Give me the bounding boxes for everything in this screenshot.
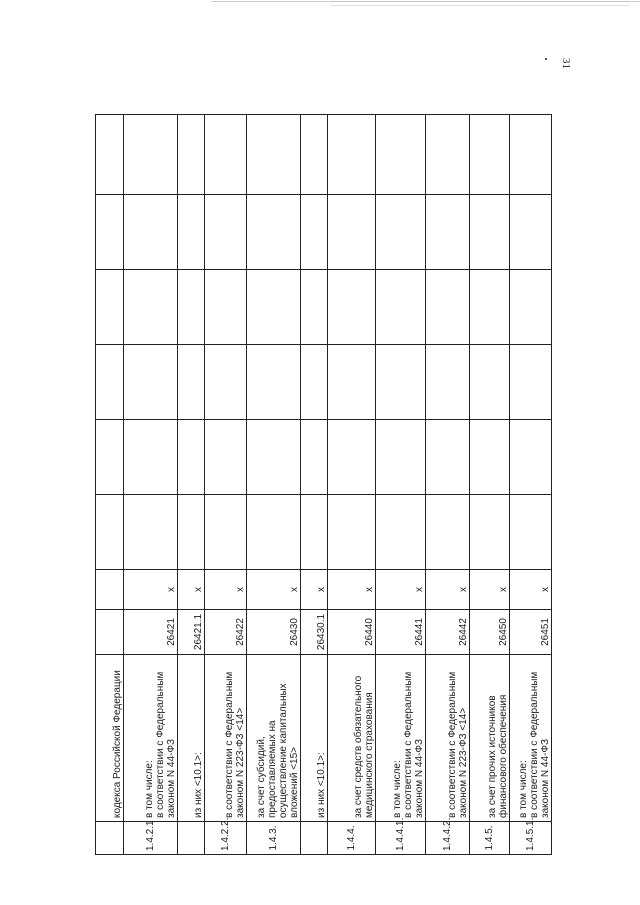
row-name: из них <10.1>: — [178, 655, 205, 822]
row-line-code: 26422 — [205, 610, 247, 655]
page-number: 31 — [560, 58, 572, 69]
table-row — [470, 115, 510, 855]
row-code: 1.4.4.2. — [426, 822, 470, 855]
empty-cell — [301, 495, 328, 570]
table-row — [376, 115, 426, 855]
row-name: из них <10.1>: — [301, 655, 328, 822]
empty-cell — [124, 195, 178, 270]
row-line-code: 26430.1 — [301, 610, 328, 655]
table-row — [426, 115, 470, 855]
row-code: 1.4.5.1. — [510, 822, 552, 855]
empty-cell — [328, 195, 376, 270]
empty-cell — [124, 495, 178, 570]
table-row — [510, 115, 552, 855]
empty-cell — [470, 495, 510, 570]
table-row — [124, 115, 178, 855]
table-row — [301, 115, 328, 855]
empty-cell — [510, 195, 552, 270]
row-mark: x — [301, 570, 328, 610]
empty-cell — [426, 115, 470, 195]
row-name: за счет прочих источников финансового обеспечения — [470, 655, 510, 822]
empty-cell — [470, 270, 510, 345]
empty-cell — [376, 195, 426, 270]
empty-cell — [178, 345, 205, 420]
empty-cell — [205, 270, 247, 345]
top-rule — [212, 1, 640, 2]
empty-cell — [247, 345, 301, 420]
empty-cell — [178, 495, 205, 570]
row-code: 1.4.2.2. — [205, 822, 247, 855]
row-line-code: 26421 — [124, 610, 178, 655]
empty-cell — [510, 495, 552, 570]
row-name: за счет субсидий, предоставляемых на осуществление капитальных вложений <15> — [247, 655, 301, 822]
empty-cell — [426, 195, 470, 270]
empty-cell — [328, 495, 376, 570]
row-mark: x — [470, 570, 510, 610]
row-line-code — [96, 610, 124, 655]
row-code — [301, 822, 328, 855]
empty-cell — [247, 270, 301, 345]
empty-cell — [247, 195, 301, 270]
row-line-code: 26442 — [426, 610, 470, 655]
empty-cell — [301, 195, 328, 270]
empty-cell — [178, 270, 205, 345]
row-name: в том числе: в соответствии с Федеральным законом N 44-ФЗ — [376, 655, 426, 822]
empty-cell — [247, 420, 301, 495]
row-code: 1.4.2.1 — [124, 822, 178, 855]
empty-cell — [376, 345, 426, 420]
row-line-code: 26421.1 — [178, 610, 205, 655]
empty-cell — [205, 195, 247, 270]
row-code: 1.4.4.1. — [376, 822, 426, 855]
empty-cell — [470, 115, 510, 195]
row-name: в соответствии с Федеральным законом N 223-ФЗ <14> — [205, 655, 247, 822]
empty-cell — [301, 345, 328, 420]
row-name: в том числе: в соответствии с Федеральным законом N 44-ФЗ — [124, 655, 178, 822]
row-code: 1.4.5. — [470, 822, 510, 855]
empty-cell — [328, 270, 376, 345]
table-row — [178, 115, 205, 855]
empty-cell — [124, 270, 178, 345]
empty-cell — [470, 420, 510, 495]
empty-cell — [96, 115, 124, 195]
empty-cell — [96, 495, 124, 570]
row-line-code: 26451 — [510, 610, 552, 655]
row-mark — [96, 570, 124, 610]
empty-cell — [178, 115, 205, 195]
empty-cell — [205, 420, 247, 495]
row-code — [96, 822, 124, 855]
table-body — [96, 115, 552, 855]
empty-cell — [96, 345, 124, 420]
empty-cell — [376, 495, 426, 570]
empty-cell — [301, 420, 328, 495]
empty-cell — [470, 195, 510, 270]
row-mark: x — [328, 570, 376, 610]
empty-cell — [426, 345, 470, 420]
row-mark: x — [178, 570, 205, 610]
row-name: за счет средств обязательного медицинского страхования — [328, 655, 376, 822]
row-mark: x — [247, 570, 301, 610]
empty-cell — [510, 345, 552, 420]
row-code — [178, 822, 205, 855]
empty-cell — [426, 270, 470, 345]
empty-cell — [301, 115, 328, 195]
data-table — [95, 114, 552, 855]
empty-cell — [510, 420, 552, 495]
table-row — [328, 115, 376, 855]
row-line-code: 26441 — [376, 610, 426, 655]
row-mark: x — [510, 570, 552, 610]
row-code: 1.4.4. — [328, 822, 376, 855]
row-name: кодекса Российской Федерации — [96, 655, 124, 822]
row-mark: x — [124, 570, 178, 610]
empty-cell — [205, 345, 247, 420]
empty-cell — [470, 345, 510, 420]
empty-cell — [124, 420, 178, 495]
empty-cell — [205, 495, 247, 570]
top-rule-secondary — [330, 5, 630, 6]
empty-cell — [96, 420, 124, 495]
empty-cell — [247, 495, 301, 570]
scan-speck — [545, 58, 547, 60]
empty-cell — [328, 420, 376, 495]
rotated-table — [95, 115, 551, 855]
empty-cell — [510, 270, 552, 345]
table-row — [205, 115, 247, 855]
empty-cell — [301, 270, 328, 345]
row-mark: x — [205, 570, 247, 610]
empty-cell — [376, 420, 426, 495]
empty-cell — [328, 115, 376, 195]
empty-cell — [205, 115, 247, 195]
row-name: в соответствии с Федеральным законом N 223-ФЗ <14> — [426, 655, 470, 822]
row-line-code: 26430 — [247, 610, 301, 655]
row-mark: x — [426, 570, 470, 610]
row-line-code: 26440 — [328, 610, 376, 655]
empty-cell — [124, 345, 178, 420]
row-line-code: 26450 — [470, 610, 510, 655]
empty-cell — [376, 115, 426, 195]
empty-cell — [426, 495, 470, 570]
empty-cell — [178, 420, 205, 495]
empty-cell — [96, 270, 124, 345]
row-mark: x — [376, 570, 426, 610]
empty-cell — [96, 195, 124, 270]
empty-cell — [247, 115, 301, 195]
empty-cell — [426, 420, 470, 495]
table-row — [247, 115, 301, 855]
empty-cell — [328, 345, 376, 420]
empty-cell — [178, 195, 205, 270]
empty-cell — [376, 270, 426, 345]
empty-cell — [510, 115, 552, 195]
row-code: 1.4.3. — [247, 822, 301, 855]
table-row — [96, 115, 124, 855]
empty-cell — [124, 115, 178, 195]
row-name: в том числе: в соответствии с Федеральным законом N 44-ФЗ — [510, 655, 552, 822]
